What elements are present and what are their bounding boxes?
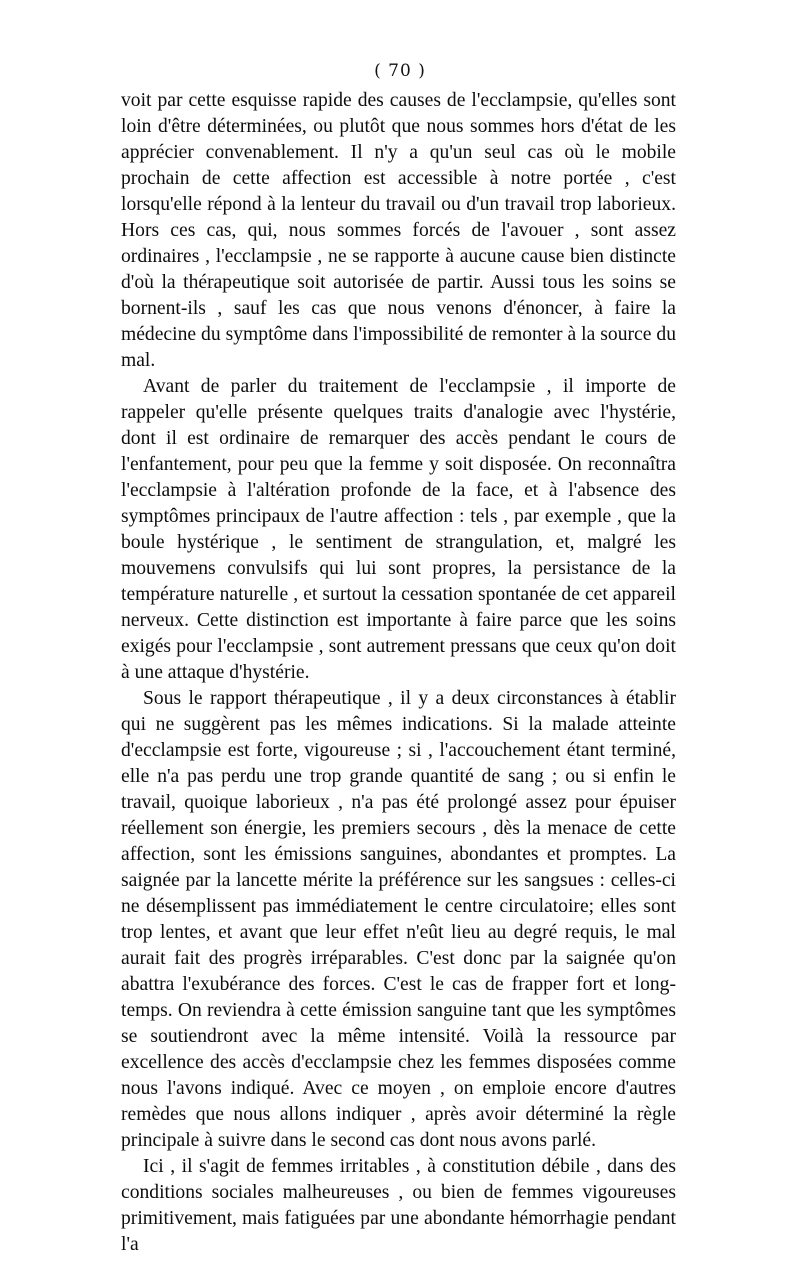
- body-text: [121, 88, 676, 1258]
- paragraph-2: Avant de parler du traitement de l'ecclampsie , il importe de rappeler qu'elle présente quelques traits d'analogie avec l'hystérie, dont il est ordinaire de remarquer des accès pendant le cours de l'enfantement, pour peu que la femme y soit disposée. On reconnaîtra l'ecclampsie à l'altération profonde de la face, et à l'absence des symptômes principaux de l'autre affection : tels , par exemple , que la boule hystérique , le sentiment de strangulation, et, malgré les mouvemens convulsifs qui lui sont propres, la persistance de la température naturelle , et surtout la cessation spontanée de cet appareil nerveux. Cette distinction est importante à faire parce que les soins exigés pour l'ecclampsie , sont autrement pressans que ceux qu'on doit à une attaque d'hystérie.: [121, 376, 676, 683]
- page-number: ( 70 ): [374, 61, 426, 81]
- paragraph-3: Sous le rapport thérapeutique , il y a deux circonstances à établir qui ne suggèrent pas les mêmes indications. Si la malade atteinte d'ecclampsie est forte, vigoureuse ; si , l'accouchement étant terminé, elle n'a pas perdu une trop grande quantité de sang ; ou si enfin le travail, quoique laborieux , n'a pas été prolongé assez pour épuiser réellement son énergie, les premiers secours , dès la menace de cette affection, sont les émissions sanguines, abondantes et promptes. La saignée par la lancette mérite la préférence sur les sangsues : celles-ci ne désemplissent pas immédiatement le centre circulatoire; elles sont trop lentes, et avant que leur effet n'eût lieu au degré requis, le mal aurait fait des progrès irréparables. C'est donc par la saignée qu'on abattra l'exubérance des forces. C'est le cas de frapper fort et long-temps. On reviendra à cette émission sanguine tant que les symptômes se soutiendront avec la même intensité. Voilà la ressource par excellence des accès d'ecclampsie chez les femmes disposées comme nous l'avons indiqué. Avec ce moyen , on emploie encore d'autres remèdes que nous allons indiquer , après avoir déterminé la règle principale à suivre dans le second cas dont nous avons parlé.: [121, 688, 676, 1151]
- paragraph-4: Ici , il s'agit de femmes irritables , à constitution débile , dans des conditions sociales malheureuses , ou bien de femmes vigoureuses primitivement, mais fatiguées par une abondante hémorrhagie pendant l'a: [121, 1156, 676, 1255]
- paragraph-1: voit par cette esquisse rapide des causes de l'ecclampsie, qu'elles sont loin d'être déterminées, ou plutôt que nous sommes hors d'état de les apprécier convenablement. Il n'y a qu'un seul cas où le mobile prochain de cette affection est accessible à notre portée , c'est lorsqu'elle répond à la lenteur du travail ou d'un travail trop laborieux. Hors ces cas, qui, nous sommes forcés de l'avouer , sont assez ordinaires , l'ecclampsie , ne se rapporte à aucune cause bien distincte d'où la thérapeutique soit autorisée de partir. Aussi tous les soins se bornent-ils , sauf les cas que nous venons d'énoncer, à faire la médecine du symptôme dans l'impossibilité de remonter à la source du mal.: [121, 90, 676, 371]
